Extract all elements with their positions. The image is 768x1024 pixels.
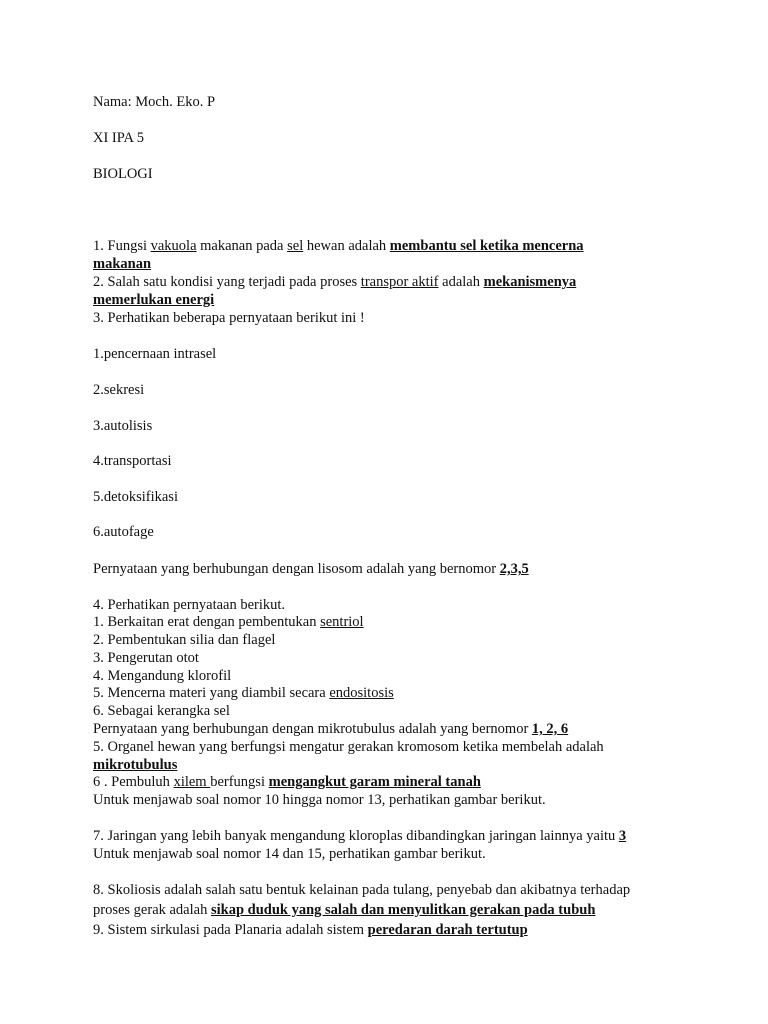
list-item: 5.detoksifikasi	[93, 489, 178, 505]
instruction-note: Untuk menjawab soal nomor 10 hingga nomor 13, perhatikan gambar berikut.	[93, 792, 546, 808]
question-6: 6 . Pembuluh xilem berfungsi mengangkut garam mineral tanah	[93, 774, 481, 790]
question-3-conclusion: Pernyataan yang berhubungan dengan lisosom adalah yang bernomor 2,3,5	[93, 561, 529, 577]
question-3: 3. Perhatikan beberapa pernyataan berikut ini !	[93, 310, 365, 326]
question-4-conclusion: Pernyataan yang berhubungan dengan mikrotubulus adalah yang bernomor 1, 2, 6	[93, 721, 569, 737]
answer-5: mikrotubulus	[93, 757, 178, 773]
list-item: 4.transportasi	[93, 453, 172, 469]
answer-3: 2,3,5	[499, 561, 529, 577]
question-4: 4. Perhatikan pernyataan berikut.	[93, 597, 286, 613]
list-item: 5. Mencerna materi yang diambil secara endositosis	[93, 685, 394, 701]
list-item: 2.sekresi	[93, 382, 145, 398]
question-5-cont	[93, 756, 177, 774]
answer-7: 3	[618, 828, 627, 844]
list-item: 1. Berkaitan erat dengan pembentukan sentriol	[93, 614, 364, 630]
list-item: 2. Pembentukan silia dan flagel	[93, 632, 276, 648]
question-1-cont	[93, 255, 151, 273]
list-item: 4. Mengandung klorofil	[93, 668, 232, 684]
term-endositosis: endositosis	[329, 685, 394, 701]
answer-2-part1: mekanismenya	[483, 274, 577, 290]
question-8-cont: proses gerak adalah sikap duduk yang salah dan menyulitkan gerakan pada tubuh	[93, 902, 596, 918]
list-item: 3.autolisis	[93, 418, 153, 434]
question-5: 5. Organel hewan yang berfungsi mengatur gerakan kromosom ketika membelah adalah	[93, 739, 604, 755]
list-item: 3. Pengerutan otot	[93, 650, 199, 666]
answer-1-part1: membantu sel ketika mencerna	[389, 238, 584, 254]
term-xilem: xilem	[173, 774, 211, 790]
list-item: 6. Sebagai kerangka sel	[93, 703, 230, 719]
term-transpor-aktif: transpor aktif	[360, 274, 439, 290]
answer-2-part2: memerlukan energi	[93, 292, 215, 308]
question-1: 1. Fungsi vakuola makanan pada sel hewan adalah membantu sel ketika mencerna	[93, 238, 584, 254]
question-2-cont	[93, 291, 214, 309]
term-sel: sel	[287, 238, 304, 254]
answer-1-part2: makanan	[93, 256, 152, 272]
term-vakuola: vakuola	[150, 238, 197, 254]
instruction-note: Untuk menjawab soal nomor 14 dan 15, perhatikan gambar berikut.	[93, 846, 486, 862]
answer-9: peredaran darah tertutup	[367, 922, 528, 938]
question-9: 9. Sistem sirkulasi pada Planaria adalah sistem peredaran darah tertutup	[93, 922, 528, 938]
term-sentriol: sentriol	[320, 614, 364, 630]
answer-6: mengangkut garam mineral tanah	[268, 774, 481, 790]
list-item: 6.autofage	[93, 524, 154, 540]
question-2: 2. Salah satu kondisi yang terjadi pada proses transpor aktif adalah mekanismenya	[93, 274, 577, 290]
question-8: 8. Skoliosis adalah salah satu bentuk kelainan pada tulang, penyebab dan akibatnya terhadap	[93, 882, 631, 898]
question-7: 7. Jaringan yang lebih banyak mengandung kloroplas dibandingkan jaringan lainnya yaitu 3	[93, 828, 627, 844]
answer-8: sikap duduk yang salah dan menyulitkan gerakan pada tubuh	[210, 902, 596, 918]
answer-4: 1, 2, 6	[531, 721, 569, 737]
student-class: XI IPA 5	[93, 130, 145, 146]
subject-title: BIOLOGI	[93, 166, 153, 182]
list-item: 1.pencernaan intrasel	[93, 346, 217, 362]
student-name: Nama: Moch. Eko. P	[93, 94, 216, 110]
